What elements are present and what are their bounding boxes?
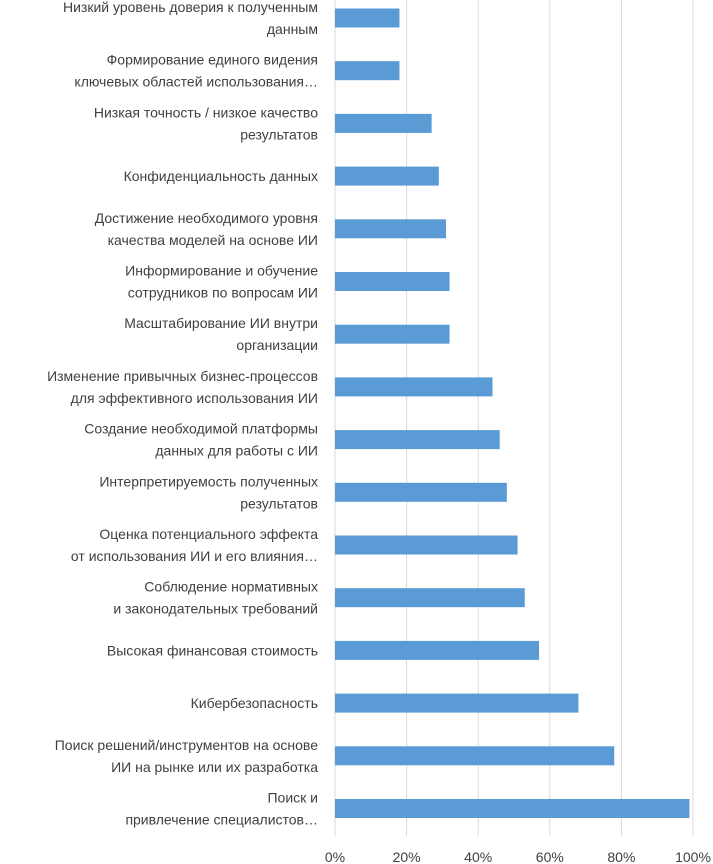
bar [335, 325, 450, 344]
category-label: Масштабирование ИИ внутри организации [124, 315, 318, 354]
category-label: Низкая точность / низкое качество результатов [93, 104, 318, 143]
bar [335, 430, 500, 449]
category-label: Низкий уровень доверия к полученным данным [63, 0, 318, 37]
category-label: Информирование и обучение сотрудников по вопросам ИИ [125, 262, 318, 301]
category-label: Поиск и привлечение специалистов… [125, 789, 318, 828]
bar [335, 377, 493, 396]
x-tick-label: 0% [324, 849, 346, 864]
x-tick-label: 80% [607, 849, 636, 864]
bar [335, 694, 578, 713]
bar [335, 483, 507, 502]
bar [335, 167, 439, 186]
bar [335, 588, 525, 607]
bar [335, 641, 539, 660]
bar [335, 746, 614, 765]
category-label: Интерпретируемость полученных результатов [99, 473, 318, 512]
bar [335, 219, 446, 238]
bars [335, 9, 689, 819]
category-label: Достижение необходимого уровня качества моделей на основе ИИ [94, 209, 318, 248]
category-label: Оценка потенциального эффекта от использования ИИ и его влияния… [70, 526, 318, 564]
bar [335, 9, 399, 28]
category-labels [47, 0, 318, 828]
bar [335, 536, 518, 555]
bar [335, 799, 689, 818]
category-label: Высокая финансовая стоимость [106, 642, 318, 659]
category-label: Создание необходимой платформы данных для работы с ИИ [84, 420, 318, 459]
x-tick-label: 60% [535, 849, 564, 864]
bar [335, 61, 399, 80]
bar [335, 272, 450, 291]
x-tick-label: 100% [675, 849, 711, 864]
category-label: Конфиденциальность данных [123, 168, 318, 185]
x-axis-ticks [325, 849, 711, 864]
category-label: Кибербезопасность [190, 695, 318, 712]
x-tick-label: 20% [392, 849, 421, 864]
category-label: Соблюдение нормативных и законодательных требований [113, 578, 318, 617]
x-tick-label: 40% [464, 849, 493, 864]
category-label: Формирование единого видения ключевых областей использования… [74, 51, 318, 90]
category-label: Поиск решений/инструментов на основе ИИ на рынке или их разработка [54, 736, 318, 775]
bar [335, 114, 432, 133]
category-label: Изменение привычных бизнес-процессов для эффективного использования ИИ [47, 367, 318, 406]
